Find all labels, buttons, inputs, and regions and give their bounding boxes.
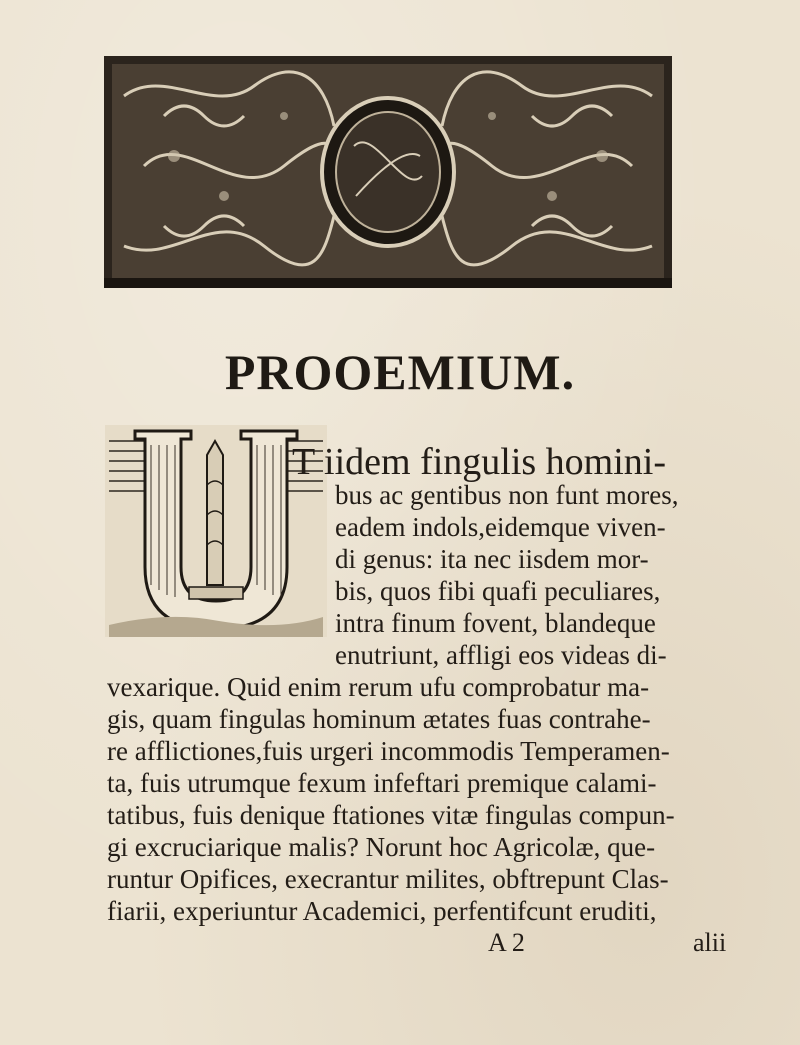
ornamental-headpiece <box>104 56 672 288</box>
text-line: eadem indols,eidemque viven- <box>335 512 666 542</box>
first-line: T iidem fingulis homini- <box>292 441 667 483</box>
text-line: vexarique. Quid enim rerum ufu comprobatur ma- <box>107 672 650 702</box>
text-line: re afflictiones,fuis urgeri incommodis Temperamen- <box>107 736 670 766</box>
text-line: runtur Opifices, execrantur milites, obftrepunt Clas- <box>107 864 669 894</box>
text-line: bis, quos fibi quafi peculiares, <box>335 576 661 606</box>
text-line: enutriunt, affligi eos videas di- <box>335 640 667 670</box>
text-line: intra finum fovent, blandeque <box>335 608 656 638</box>
text-line: tatibus, fuis denique ftationes vitæ fingulas compun- <box>107 800 675 830</box>
text-line: bus ac gentibus non funt mores, <box>335 480 679 510</box>
text-line: fiarii, experiuntur Academici, perfentifcunt eruditi, <box>107 896 657 926</box>
page-title: PROOEMIUM. <box>224 344 576 400</box>
text-line: ta, fuis utrumque fexum infeftari premique calami- <box>107 768 657 798</box>
signature-mark: A 2 <box>488 928 525 957</box>
text-line: gi excruciarique malis? Norunt hoc Agricolæ, que- <box>107 832 656 862</box>
text-line: gis, quam fingulas hominum ætates fuas contrahe- <box>107 704 651 734</box>
text-line: di genus: ita nec iisdem mor- <box>335 544 649 574</box>
catchword: alii <box>693 928 727 957</box>
